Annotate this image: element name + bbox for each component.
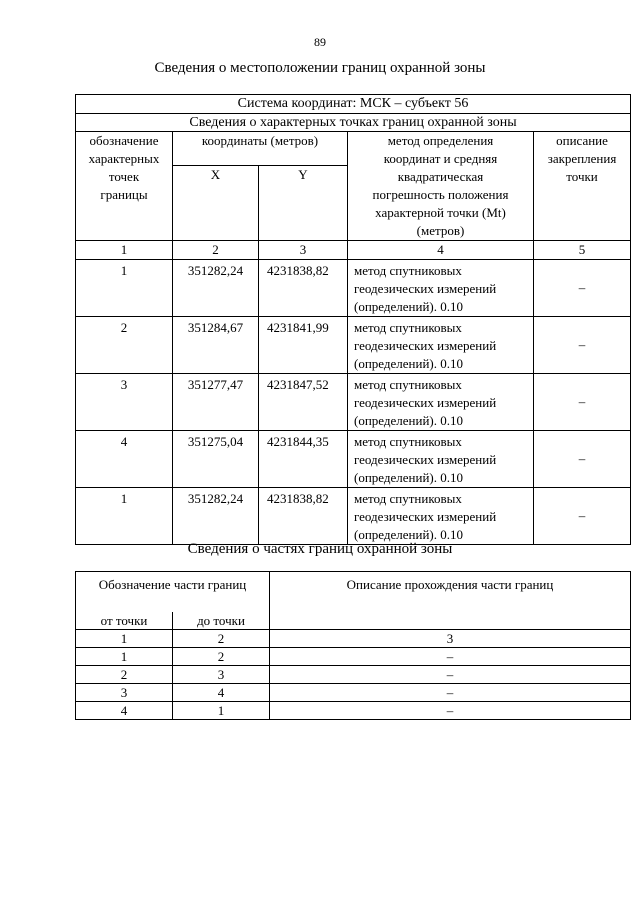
method-line: (определений). 0.10: [354, 299, 463, 314]
method-line: геодезических измерений: [354, 281, 497, 296]
from-point: 3: [76, 684, 173, 702]
y-coordinate: 4231838,82: [259, 488, 348, 545]
table-row: [76, 488, 631, 545]
column-number: 3: [259, 241, 348, 260]
y-coordinate: 4231844,35: [259, 431, 348, 488]
coordinate-system-label: Система координат: МСК – субъект 56: [76, 95, 631, 114]
header-point-designation: [76, 132, 173, 241]
column-number: 2: [173, 241, 259, 260]
method-line: метод спутниковых: [354, 320, 462, 335]
column-number: 3: [270, 630, 631, 648]
point-number: 1: [76, 488, 173, 545]
point-description: –: [534, 260, 631, 317]
header-x: X: [173, 165, 259, 240]
method-line: метод спутниковых: [354, 377, 462, 392]
method-line: геодезических измерений: [354, 395, 497, 410]
column-number: 1: [76, 241, 173, 260]
header-line: обозначение: [89, 133, 159, 148]
table-row: [76, 702, 631, 720]
x-coordinate: 351275,04: [173, 431, 259, 488]
point-description: –: [534, 317, 631, 374]
method-cell: [348, 317, 534, 374]
table-row: [76, 684, 631, 702]
y-coordinate: 4231838,82: [259, 260, 348, 317]
point-number: 3: [76, 374, 173, 431]
header-from-point: от точки: [76, 612, 173, 630]
header-line: метод определения: [387, 133, 494, 148]
header-to-point: до точки: [173, 612, 270, 630]
column-number: 1: [76, 630, 173, 648]
column-number: 2: [173, 630, 270, 648]
point-description: –: [534, 431, 631, 488]
coordinates-table: [75, 94, 631, 545]
method-cell: [348, 374, 534, 431]
y-coordinate: 4231841,99: [259, 317, 348, 374]
part-description: –: [270, 684, 631, 702]
point-number: 4: [76, 431, 173, 488]
x-coordinate: 351282,24: [173, 488, 259, 545]
method-line: геодезических измерений: [354, 452, 497, 467]
to-point: 3: [173, 666, 270, 684]
method-line: (определений). 0.10: [354, 470, 463, 485]
parts-section-title: Сведения о частях границ охранной зоны: [187, 541, 453, 557]
table-row: [76, 260, 631, 317]
table-row: [76, 648, 631, 666]
table-row: [76, 374, 631, 431]
header-description: [534, 132, 631, 241]
header-line: описание: [556, 133, 608, 148]
header-line: характерной точки (Mt): [375, 205, 506, 220]
point-number: 2: [76, 317, 173, 374]
part-description: –: [270, 648, 631, 666]
part-description: –: [270, 702, 631, 720]
header-line: характерных: [88, 151, 160, 166]
method-cell: [348, 260, 534, 317]
header-designation: Обозначение части границ: [76, 572, 270, 612]
header-line: границы: [100, 187, 148, 202]
method-line: геодезических измерений: [354, 338, 497, 353]
header-part-description: Описание прохождения части границ: [270, 572, 631, 630]
header-line: (метров): [416, 223, 465, 238]
page-number: 89: [314, 35, 326, 49]
header-line: квадратическая: [397, 169, 484, 184]
method-line: (определений). 0.10: [354, 527, 463, 542]
header-line: координат и средняя: [383, 151, 498, 166]
header-y: Y: [259, 165, 348, 240]
header-coordinates: координаты (метров): [173, 132, 348, 166]
header-method: [348, 132, 534, 241]
method-line: (определений). 0.10: [354, 356, 463, 371]
header-line: точек: [108, 169, 140, 184]
column-number: 5: [534, 241, 631, 260]
x-coordinate: 351284,67: [173, 317, 259, 374]
header-line: закрепления: [547, 151, 617, 166]
method-cell: [348, 488, 534, 545]
section-label: Сведения о характерных точках границ охранной зоны: [76, 114, 631, 132]
y-coordinate: 4231847,52: [259, 374, 348, 431]
header-line: погрешность положения: [372, 187, 509, 202]
column-number: 4: [348, 241, 534, 260]
part-description: –: [270, 666, 631, 684]
method-line: (определений). 0.10: [354, 413, 463, 428]
boundary-parts-table: [75, 571, 631, 720]
x-coordinate: 351282,24: [173, 260, 259, 317]
method-line: метод спутниковых: [354, 434, 462, 449]
to-point: 1: [173, 702, 270, 720]
point-number: 1: [76, 260, 173, 317]
point-description: –: [534, 374, 631, 431]
point-description: –: [534, 488, 631, 545]
document-title: Сведения о местоположении границ охранной зоны: [154, 60, 486, 76]
to-point: 4: [173, 684, 270, 702]
from-point: 2: [76, 666, 173, 684]
table-row: [76, 666, 631, 684]
method-line: метод спутниковых: [354, 263, 462, 278]
from-point: 4: [76, 702, 173, 720]
method-cell: [348, 431, 534, 488]
from-point: 1: [76, 648, 173, 666]
header-line: точки: [566, 169, 598, 184]
x-coordinate: 351277,47: [173, 374, 259, 431]
method-line: геодезических измерений: [354, 509, 497, 524]
table-row: [76, 317, 631, 374]
table-row: [76, 431, 631, 488]
to-point: 2: [173, 648, 270, 666]
method-line: метод спутниковых: [354, 491, 462, 506]
